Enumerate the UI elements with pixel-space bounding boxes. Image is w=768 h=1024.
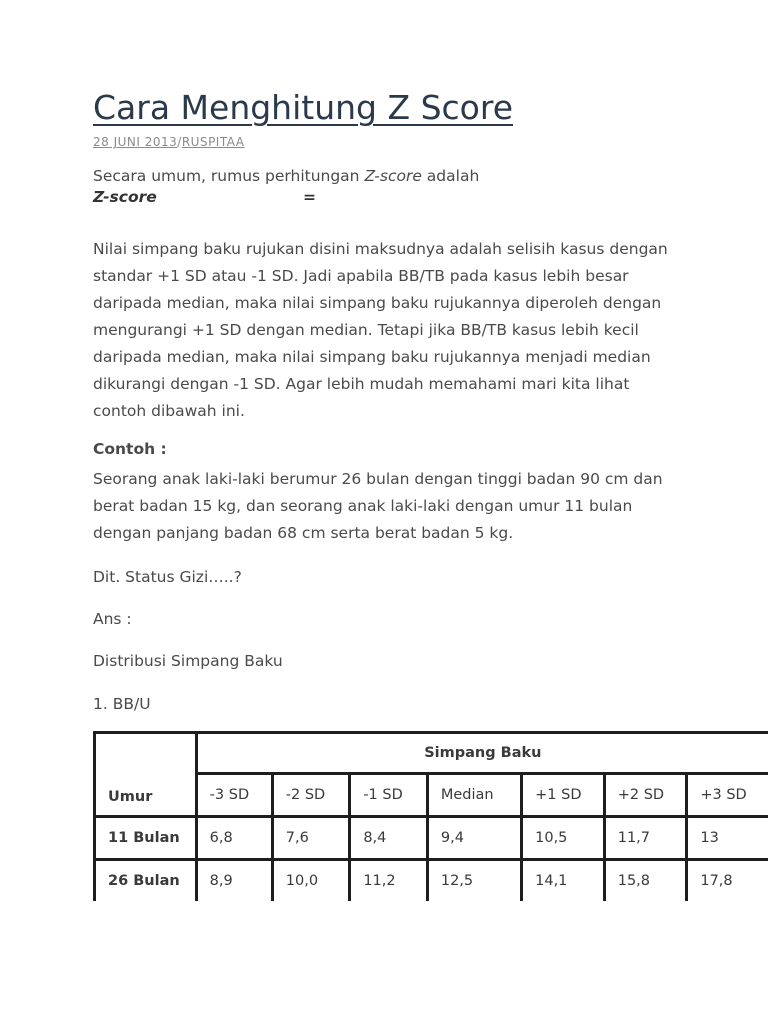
table-cell: 13 (687, 817, 768, 860)
intro-after: adalah (421, 167, 480, 185)
answer-label: Ans : (93, 610, 132, 628)
column-header: -2 SD (272, 774, 350, 817)
column-header: -3 SD (196, 774, 272, 817)
author-link[interactable]: RUSPITAA (181, 135, 245, 149)
column-header: +1 SD (522, 774, 605, 817)
column-header: +2 SD (604, 774, 687, 817)
table-header-row (95, 733, 768, 774)
post-meta (93, 135, 245, 149)
row-label: 26 Bulan (95, 860, 197, 902)
formula-equals: = (303, 188, 316, 206)
table-cell: 14,1 (522, 860, 605, 902)
column-header: -1 SD (350, 774, 428, 817)
table-cell: 11,2 (350, 860, 428, 902)
meta-separator: / (177, 135, 182, 149)
table-cell: 12,5 (427, 860, 521, 902)
distribution-label: Distribusi Simpang Baku (93, 652, 283, 670)
table-cell: 8,9 (196, 860, 272, 902)
table-column-row (95, 774, 768, 817)
table-row (95, 817, 768, 860)
intro-emphasis: Z-score (364, 167, 422, 185)
column-header: +3 SD (687, 774, 768, 817)
post-date-link[interactable]: 28 JUNI 2013 (93, 135, 178, 149)
table-cell: 9,4 (427, 817, 521, 860)
question-text: Dit. Status Gizi…..? (93, 568, 242, 586)
intro-before: Secara umum, rumus perhitungan (93, 167, 365, 185)
table-cell: 15,8 (604, 860, 687, 902)
sd-table (93, 731, 768, 901)
formula-label: Z-score (93, 188, 157, 206)
table-cell: 8,4 (350, 817, 428, 860)
column-header: Median (427, 774, 521, 817)
table-cell: 6,8 (196, 817, 272, 860)
intro-text (93, 166, 668, 186)
article-title[interactable]: Cara Menghitung Z Score (93, 88, 513, 127)
table-cell: 10,5 (522, 817, 605, 860)
example-heading: Contoh : (93, 440, 167, 458)
table-cell: 11,7 (604, 817, 687, 860)
table-cell: 10,0 (272, 860, 350, 902)
paragraph-example: Seorang anak laki-laki berumur 26 bulan dengan tinggi badan 90 cm dan berat badan 15 kg, dan seorang anak laki-laki dengan umur 11 bulan dengan panjang badan 68 cm serta berat badan 5 kg. (93, 470, 663, 542)
section-bbu-label: 1. BB/U (93, 695, 151, 713)
row-label: 11 Bulan (95, 817, 197, 860)
table-cell: 7,6 (272, 817, 350, 860)
paragraph-explanation: Nilai simpang baku rujukan disini maksudnya adalah selisih kasus dengan standar +1 SD atau -1 SD. Jadi apabila BB/TB pada kasus lebih besar daripada median, maka nilai simpang baku rujukannya diperoleh dengan mengurangi +1 SD dengan median. Tetapi jika BB/TB kasus lebih kecil daripada median, maka nilai simpang baku rujukannya menjadi median dikurangi dengan -1 SD. Agar lebih mudah memahami mari kita lihat contoh dibawah ini. (93, 240, 668, 420)
table-cell: 17,8 (687, 860, 768, 902)
umur-header: Umur (95, 733, 197, 817)
simpang-baku-header: Simpang Baku (196, 733, 768, 774)
table-row (95, 860, 768, 902)
